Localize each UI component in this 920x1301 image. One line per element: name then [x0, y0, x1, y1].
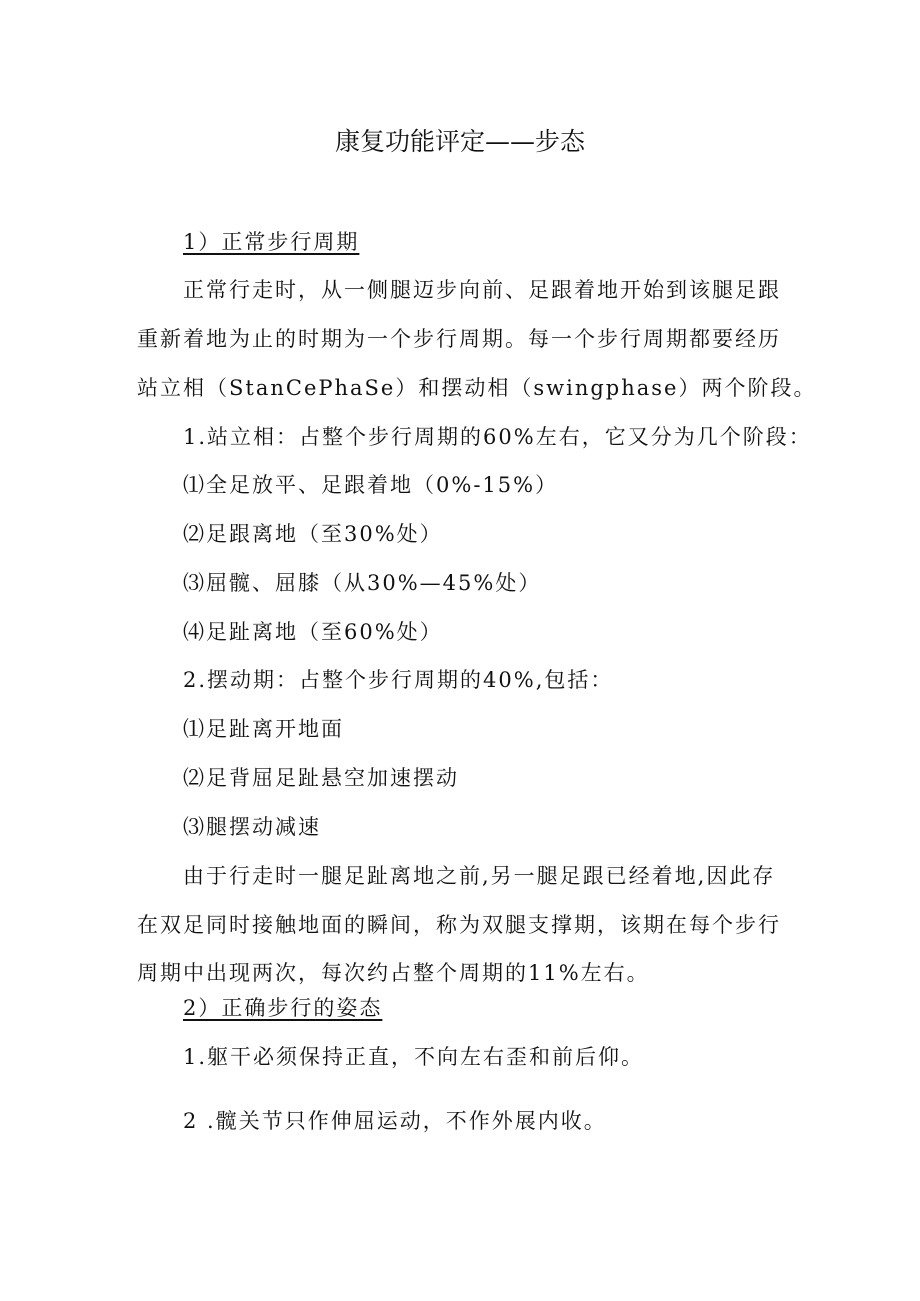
- paragraph-line: 站立相（StanCePhaSe）和摆动相（swingphase）两个阶段。: [137, 376, 817, 400]
- list-item: 1.躯干必须保持正直，不向左右歪和前后仰。: [183, 1045, 645, 1069]
- paragraph-line: 正常行走时，从一侧腿迈步向前、足跟着地开始到该腿足跟: [183, 278, 781, 302]
- section-heading-normal-gait-cycle: 1）正常步行周期: [183, 230, 360, 254]
- page-title: 康复功能评定——步态: [334, 127, 585, 156]
- swing-phase-heading: 2.摆动期：占整个步行周期的40%,包括：: [183, 668, 614, 692]
- stance-phase-heading: 1.站立相：占整个步行周期的60%左右，它又分为几个阶段：: [183, 425, 812, 449]
- list-item: ⑵足背屈足趾悬空加速摆动: [183, 766, 459, 790]
- list-item: 2 .髋关节只作伸屈运动，不作外展内收。: [183, 1109, 607, 1133]
- paragraph-line: 周期中出现两次，每次约占整个周期的11%左右。: [137, 961, 650, 985]
- list-item: ⑶腿摆动减速: [183, 815, 321, 839]
- list-item: ⑷足趾离地（至60%处）: [183, 620, 443, 644]
- section-heading-correct-gait-posture: 2）正确步行的姿态: [183, 996, 383, 1020]
- paragraph-line: 重新着地为止的时期为一个步行周期。每一个步行周期都要经历: [137, 327, 781, 351]
- paragraph-line: 在双足同时接触地面的瞬间，称为双腿支撑期，该期在每个步行: [137, 913, 781, 937]
- list-item: ⑶屈髋、屈膝（从30%—45%处）: [183, 571, 542, 595]
- list-item: ⑴全足放平、足跟着地（0%-15%）: [183, 473, 559, 497]
- paragraph-line: 由于行走时一腿足趾离地之前,另一腿足跟已经着地,因此存: [183, 864, 776, 888]
- list-item: ⑵足跟离地（至30%处）: [183, 522, 443, 546]
- list-item: ⑴足趾离开地面: [183, 717, 344, 741]
